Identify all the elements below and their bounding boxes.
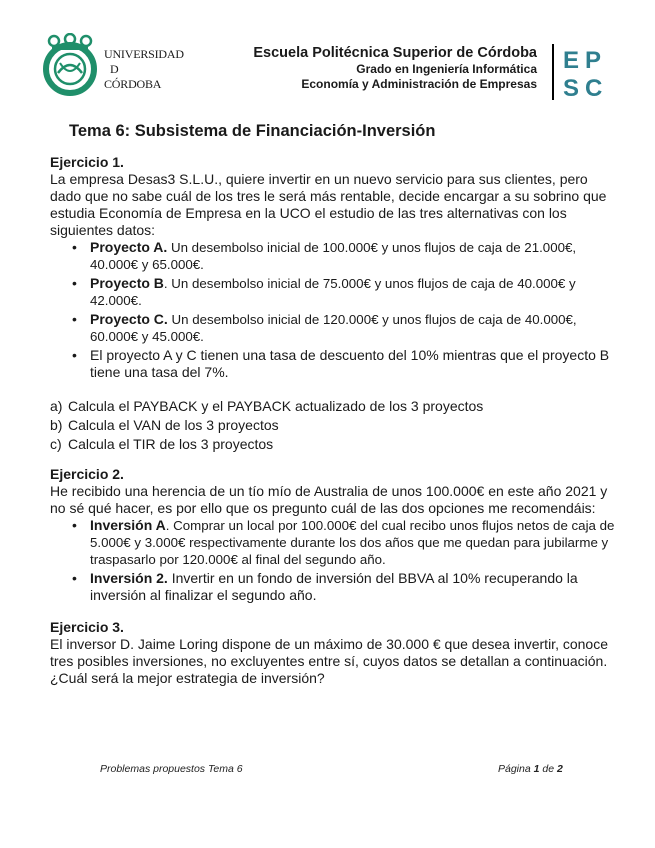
item-text: Un desembolso inicial de 120.000€ y unos flujos de caja de 40.000€, 60.000€ y 45.000€. xyxy=(90,312,577,344)
item-label: Inversión A xyxy=(90,517,166,533)
school-name: Escuela Politécnica Superior de Córdoba xyxy=(253,45,537,61)
document-body xyxy=(50,121,618,687)
bullet-icon: • xyxy=(72,239,77,255)
page-total: 2 xyxy=(557,763,563,775)
university-name xyxy=(104,47,184,92)
epsc-letter-c: C xyxy=(585,75,603,100)
exercise-1-intro: La empresa Desas3 S.L.U., quiere invertir en un nuevo servicio para sus clientes, pero dado que no sabe cuál de los tres le será más rentable, decide encargar a su sobrino que estudia Economía de Empresa en la UCO el estudio de las tres alternativas con los siguientes datos: xyxy=(50,171,607,238)
subject-name: Economía y Administración de Empresas xyxy=(301,77,537,91)
university-line-2: D xyxy=(110,62,119,76)
page-of: de xyxy=(542,763,555,775)
item-text: . Comprar un local por 100.000€ del cual recibo unos flujos netos de caja de 5.000€ y 3.000€ respectivamente durante los dos años que me quedan para jubilarme y traspasarlo por 120.000€ al final del segundo año. xyxy=(90,518,615,567)
degree-name: Grado en Ingeniería Informática xyxy=(356,62,537,76)
list-item xyxy=(50,398,618,415)
item-marker: b) xyxy=(50,417,63,433)
bullet-icon: • xyxy=(72,517,77,533)
item-label: Proyecto A. xyxy=(90,239,168,255)
exercise-1-bullets xyxy=(50,239,618,381)
exercise-1-title: Ejercicio 1. xyxy=(50,154,124,170)
list-item xyxy=(50,417,618,434)
epsc-letter-e: E xyxy=(563,47,580,74)
item-text: . Un desembolso inicial de 75.000€ y unos flujos de caja de 40.000€ y 42.000€. xyxy=(90,276,576,308)
list-item xyxy=(50,436,618,453)
item-label: Proyecto C. xyxy=(90,311,168,327)
item-text: El proyecto A y C tienen una tasa de descuento del 10% mientras que el proyecto B tiene una tasa del 7%. xyxy=(90,347,610,380)
university-line-1: UNIVERSIDAD xyxy=(104,47,184,61)
exercise-3-intro: El inversor D. Jaime Loring dispone de un máximo de 30.000 € que desea invertir, conoce tres posibles inversiones, no excluyentes entre sí, cuyos datos se detallan a continuación. ¿Cuál será la mejor estrategia de inversión? xyxy=(50,636,608,686)
list-item xyxy=(50,517,618,568)
bullet-icon: • xyxy=(72,347,77,363)
item-text: Calcula el PAYBACK y el PAYBACK actualizado de los 3 proyectos xyxy=(68,398,484,414)
page-current: 1 xyxy=(533,763,540,775)
school-header xyxy=(253,45,537,92)
footer-title: Problemas propuestos Tema 6 xyxy=(100,763,243,775)
bullet-icon: • xyxy=(72,311,77,327)
university-line-3: CÓRDOBA xyxy=(104,77,162,91)
item-text: Calcula el TIR de los 3 proyectos xyxy=(68,436,274,452)
item-text: Calcula el VAN de los 3 proyectos xyxy=(68,417,279,433)
list-item xyxy=(50,347,618,381)
exercise-3-title: Ejercicio 3. xyxy=(50,619,124,635)
university-logo xyxy=(40,33,100,99)
item-text: Un desembolso inicial de 100.000€ y unos flujos de caja de 21.000€, 40.000€ y 65.000€. xyxy=(90,240,577,272)
exercise-1-questions xyxy=(50,398,618,453)
bullet-icon: • xyxy=(72,570,77,586)
item-label: Inversión 2. xyxy=(90,570,168,586)
page-word: Página xyxy=(498,763,531,775)
header-divider xyxy=(552,44,554,100)
bullet-icon: • xyxy=(72,275,77,291)
list-item xyxy=(50,239,618,273)
exercise-2-intro: He recibido una herencia de un tío mío de Australia de unos 100.000€ en este año 2021 y no sé qué hacer, es por ello que os pregunto cuál de las dos opciones me recomendáis: xyxy=(50,483,608,516)
document-title: Tema 6: Subsistema de Financiación-Inversión xyxy=(69,122,436,140)
item-text: Invertir en un fondo de inversión del BBVA al 10% recuperando la inversión al finalizar el segundo año. xyxy=(90,570,578,603)
item-label: Proyecto B xyxy=(90,275,164,291)
list-item xyxy=(50,570,618,604)
exercise-2-bullets xyxy=(50,517,618,604)
page-number xyxy=(498,763,563,775)
epsc-letter-s: S xyxy=(563,75,580,100)
epsc-letter-p: P xyxy=(585,47,602,74)
list-item xyxy=(50,311,618,345)
item-marker: c) xyxy=(50,436,62,452)
list-item xyxy=(50,275,618,309)
item-marker: a) xyxy=(50,398,63,414)
epsc-logo xyxy=(562,44,608,100)
exercise-2-title: Ejercicio 2. xyxy=(50,466,124,482)
